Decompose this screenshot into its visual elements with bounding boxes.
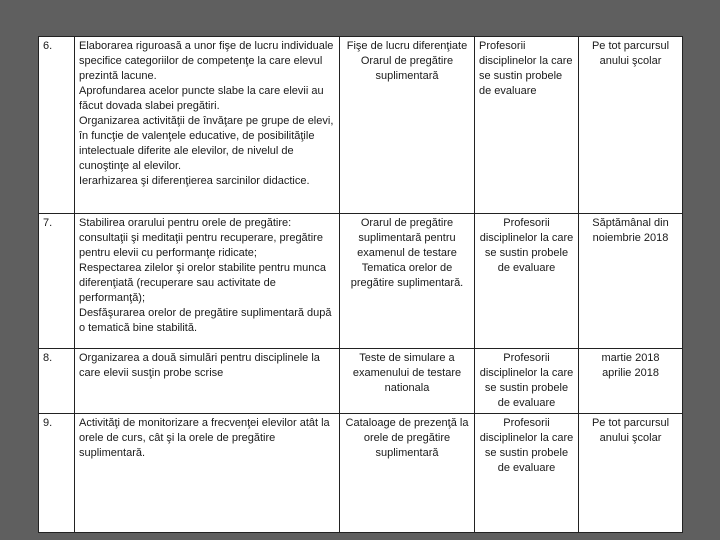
table-row (39, 414, 683, 533)
activity-cell: Organizarea a două simulări pentru disciplinele la care elevii susţin probe scrise (75, 349, 340, 414)
term-cell: Pe tot parcursul anului şcolar (579, 414, 683, 533)
table-row (39, 349, 683, 414)
row-number: 8. (39, 349, 75, 414)
term-cell: Pe tot parcursul anului şcolar (579, 37, 683, 214)
row-number: 9. (39, 414, 75, 533)
resources-cell: Orarul de pregătire suplimentară pentru examenul de testare Tematica orelor de pregătire suplimentară. (340, 214, 475, 349)
action-plan-table (38, 36, 683, 533)
responsible-cell: Profesorii disciplinelor la care se sustin probele de evaluare (475, 214, 579, 349)
resources-cell: Fişe de lucru diferenţiate Orarul de pregătire suplimentară (340, 37, 475, 214)
term-cell: martie 2018 aprilie 2018 (579, 349, 683, 414)
row-number: 7. (39, 214, 75, 349)
responsible-cell: Profesorii disciplinelor la care se sustin probele de evaluare (475, 349, 579, 414)
activity-cell: Stabilirea orarului pentru orele de pregătire: consultaţii şi meditaţii pentru recuperare, pregătire pentru elevii cu performanţe ridicate; Respectarea zilelor şi orelor stabilite pentru munca diferenţiată (recuperare sau activitate de performanţă); Desfăşurarea orelor de pregătire suplimentară după o tematică bine stabilită. (75, 214, 340, 349)
responsible-cell: Profesorii disciplinelor la care se sustin probele de evaluare (475, 37, 579, 214)
activity-cell: Elaborarea riguroasă a unor fişe de lucru individuale specifice categoriilor de competenţe la care elevul prezintă lacune. Aprofundarea acelor puncte slabe la care elevii au făcut dovada slabei pregătiri. Organizarea activităţii de învăţare pe grupe de elevi, în funcţie de valenţele educative, de posibilităţile intelectuale diferite ale elevilor, de nivelul de cunoştinţe al elevilor. Ierarhizarea şi diferenţierea sarcinilor didactice. (75, 37, 340, 214)
activity-cell: Activităţi de monitorizare a frecvenţei elevilor atât la orele de curs, cât şi la orele de pregătire suplimentară. (75, 414, 340, 533)
table-row (39, 214, 683, 349)
term-cell: Săptămânal din noiembrie 2018 (579, 214, 683, 349)
resources-cell: Cataloage de prezenţă la orele de pregătire suplimentară (340, 414, 475, 533)
resources-cell: Teste de simulare a examenului de testare nationala (340, 349, 475, 414)
row-number: 6. (39, 37, 75, 214)
responsible-cell: Profesorii disciplinelor la care se sustin probele de evaluare (475, 414, 579, 533)
table-row (39, 37, 683, 214)
